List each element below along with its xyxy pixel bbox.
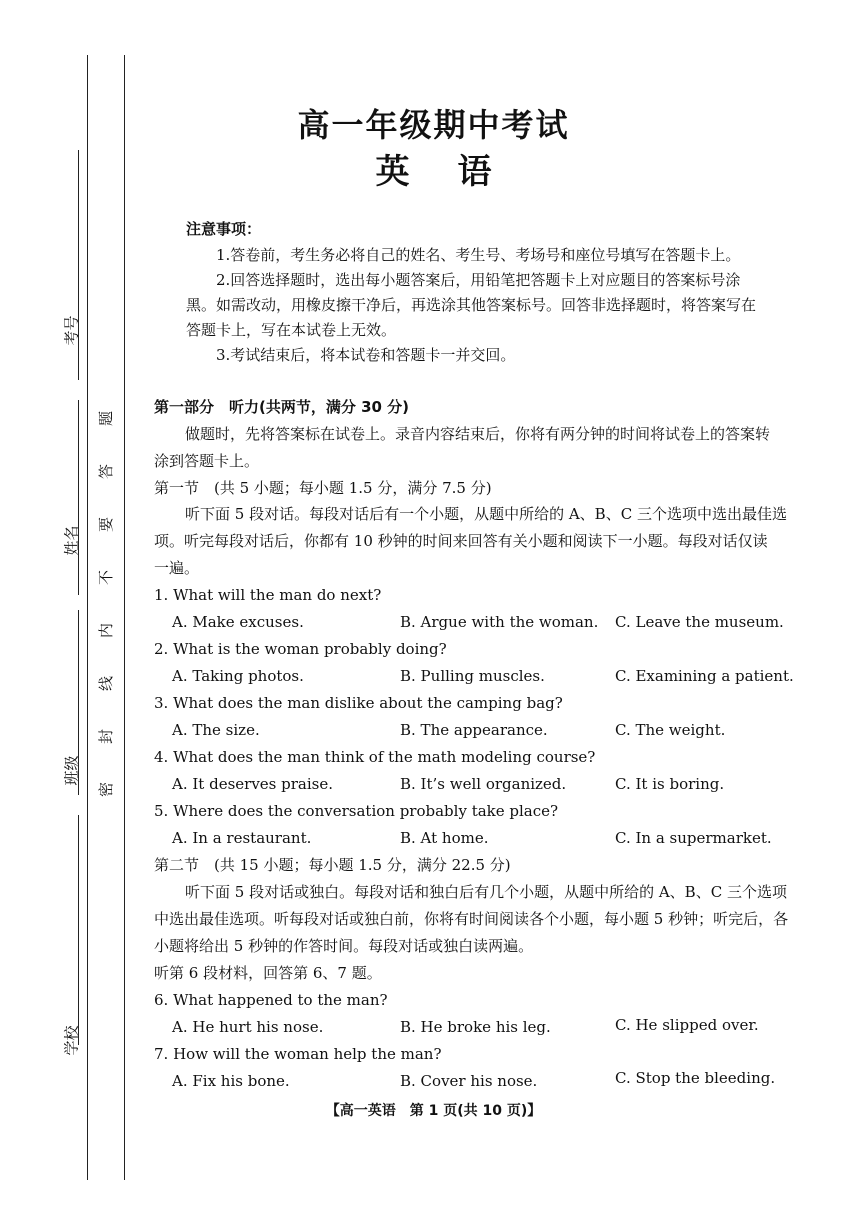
- q1-option-c: C. Leave the museum.: [615, 613, 784, 631]
- binding-line-inner: [124, 55, 125, 1180]
- question-3: 3. What does the man dislike about the camping bag?: [154, 694, 563, 712]
- q1-option-b: B. Argue with the woman.: [400, 613, 599, 631]
- seal-char: 不: [97, 569, 116, 586]
- seal-char: 线: [97, 675, 116, 692]
- section2-line-1: 听下面 5 段对话或独白。每段对话和独白后有几个小题，从题中所给的 A、B、C 三个选项: [185, 883, 787, 901]
- subject-title: 英语: [375, 152, 540, 192]
- q3-option-c: C. The weight.: [615, 721, 726, 739]
- school-field[interactable]: [56, 815, 86, 1055]
- q7-option-b: B. Cover his nose.: [400, 1072, 538, 1090]
- section1-line-2: 项。听完每段对话后，你都有 10 秒钟的时间来回答有关小题和阅读下一小题。每段对话仅读: [154, 532, 768, 550]
- page-footer: 【高一英语 第 1 页(共 10 页)】: [325, 1103, 542, 1119]
- notice-item-3: 3.考试结束后，将本试卷和答题卡一并交回。: [216, 346, 516, 364]
- section2-line-3: 小题将给出 5 秒钟的作答时间。每段对话或独白读两遍。: [154, 937, 534, 955]
- seal-char: 内: [97, 622, 116, 639]
- notice-item-2-line-3: 答题卡上，写在本试卷上无效。: [186, 321, 397, 339]
- seal-char: 答: [97, 463, 116, 480]
- section2-line-2: 中选出最佳选项。听每段对话或独白前，你将有时间阅读各个小题，每小题 5 秒钟；听完后，各: [154, 910, 789, 928]
- question-7: 7. How will the woman help the man?: [154, 1045, 442, 1063]
- binding-line-outer: [87, 55, 88, 1180]
- school-label: 学校: [62, 1025, 81, 1056]
- exam-title: 高一年级期中考试: [297, 106, 570, 144]
- name-underline: [78, 400, 79, 595]
- school-underline: [78, 815, 79, 1045]
- question-4: 4. What does the man think of the math modeling course?: [154, 748, 596, 766]
- seal-char: 封: [97, 728, 116, 745]
- q4-option-b: B. It’s well organized.: [400, 775, 567, 793]
- q5-option-b: B. At home.: [400, 829, 489, 847]
- seal-char: 要: [97, 516, 116, 533]
- q7-option-a: A. Fix his bone.: [172, 1072, 290, 1090]
- part1-heading: 第一部分 听力(共两节，满分 30 分): [154, 398, 410, 416]
- notice-heading: 注意事项：: [186, 220, 262, 238]
- question-2: 2. What is the woman probably doing?: [154, 640, 447, 658]
- q2-option-b: B. Pulling muscles.: [400, 667, 545, 685]
- part1-intro-line-2: 涂到答题卡上。: [154, 452, 260, 470]
- name-field[interactable]: [56, 400, 86, 600]
- question-6: 6. What happened to the man?: [154, 991, 388, 1009]
- notice-item-2-line-2: 黑。如需改动，用橡皮擦干净后，再选涂其他答案标号。回答非选择题时，将答案写在: [186, 296, 757, 314]
- material-6-instruction: 听第 6 段材料，回答第 6、7 题。: [154, 964, 382, 982]
- seal-char: 题: [97, 410, 116, 427]
- notice-item-2-line-1: 2.回答选择题时，选出每小题答案后，用铅笔把答题卡上对应题目的答案标号涂: [216, 271, 741, 289]
- q6-option-b: B. He broke his leg.: [400, 1018, 551, 1036]
- q4-option-c: C. It is boring.: [615, 775, 725, 793]
- question-5: 5. Where does the conversation probably take place?: [154, 802, 559, 820]
- seal-char: 密: [97, 781, 116, 798]
- section1-line-1: 听下面 5 段对话。每段对话后有一个小题，从题中所给的 A、B、C 三个选项中选出最佳选: [185, 505, 787, 523]
- notice-item-1: 1.答卷前，考生务必将自己的姓名、考生号、考场号和座位号填写在答题卡上。: [216, 246, 741, 264]
- q3-option-a: A. The size.: [172, 721, 260, 739]
- section1-heading: 第一节 (共 5 小题；每小题 1.5 分，满分 7.5 分): [154, 479, 492, 497]
- q2-option-c: C. Examining a patient.: [615, 667, 794, 685]
- part1-intro-line-1: 做题时，先将答案标在试卷上。录音内容结束后，你将有两分钟的时间将试卷上的答案转: [185, 425, 771, 443]
- q6-option-c: C. He slipped over.: [615, 1016, 759, 1034]
- exam-no-label: 考号: [62, 315, 81, 346]
- section2-heading: 第二节 (共 15 小题；每小题 1.5 分，满分 22.5 分): [154, 856, 511, 874]
- q7-option-c: C. Stop the bleeding.: [615, 1069, 776, 1087]
- q5-option-c: C. In a supermarket.: [615, 829, 772, 847]
- section1-line-3: 一遍。: [154, 559, 200, 577]
- q6-option-a: A. He hurt his nose.: [172, 1018, 324, 1036]
- q4-option-a: A. It deserves praise.: [172, 775, 333, 793]
- class-field[interactable]: [56, 610, 86, 800]
- q5-option-a: A. In a restaurant.: [172, 829, 312, 847]
- q2-option-a: A. Taking photos.: [172, 667, 304, 685]
- class-label: 班级: [62, 755, 81, 786]
- q1-option-a: A. Make excuses.: [172, 613, 304, 631]
- question-1: 1. What will the man do next?: [154, 586, 382, 604]
- name-label: 姓名: [62, 525, 81, 556]
- q3-option-b: B. The appearance.: [400, 721, 548, 739]
